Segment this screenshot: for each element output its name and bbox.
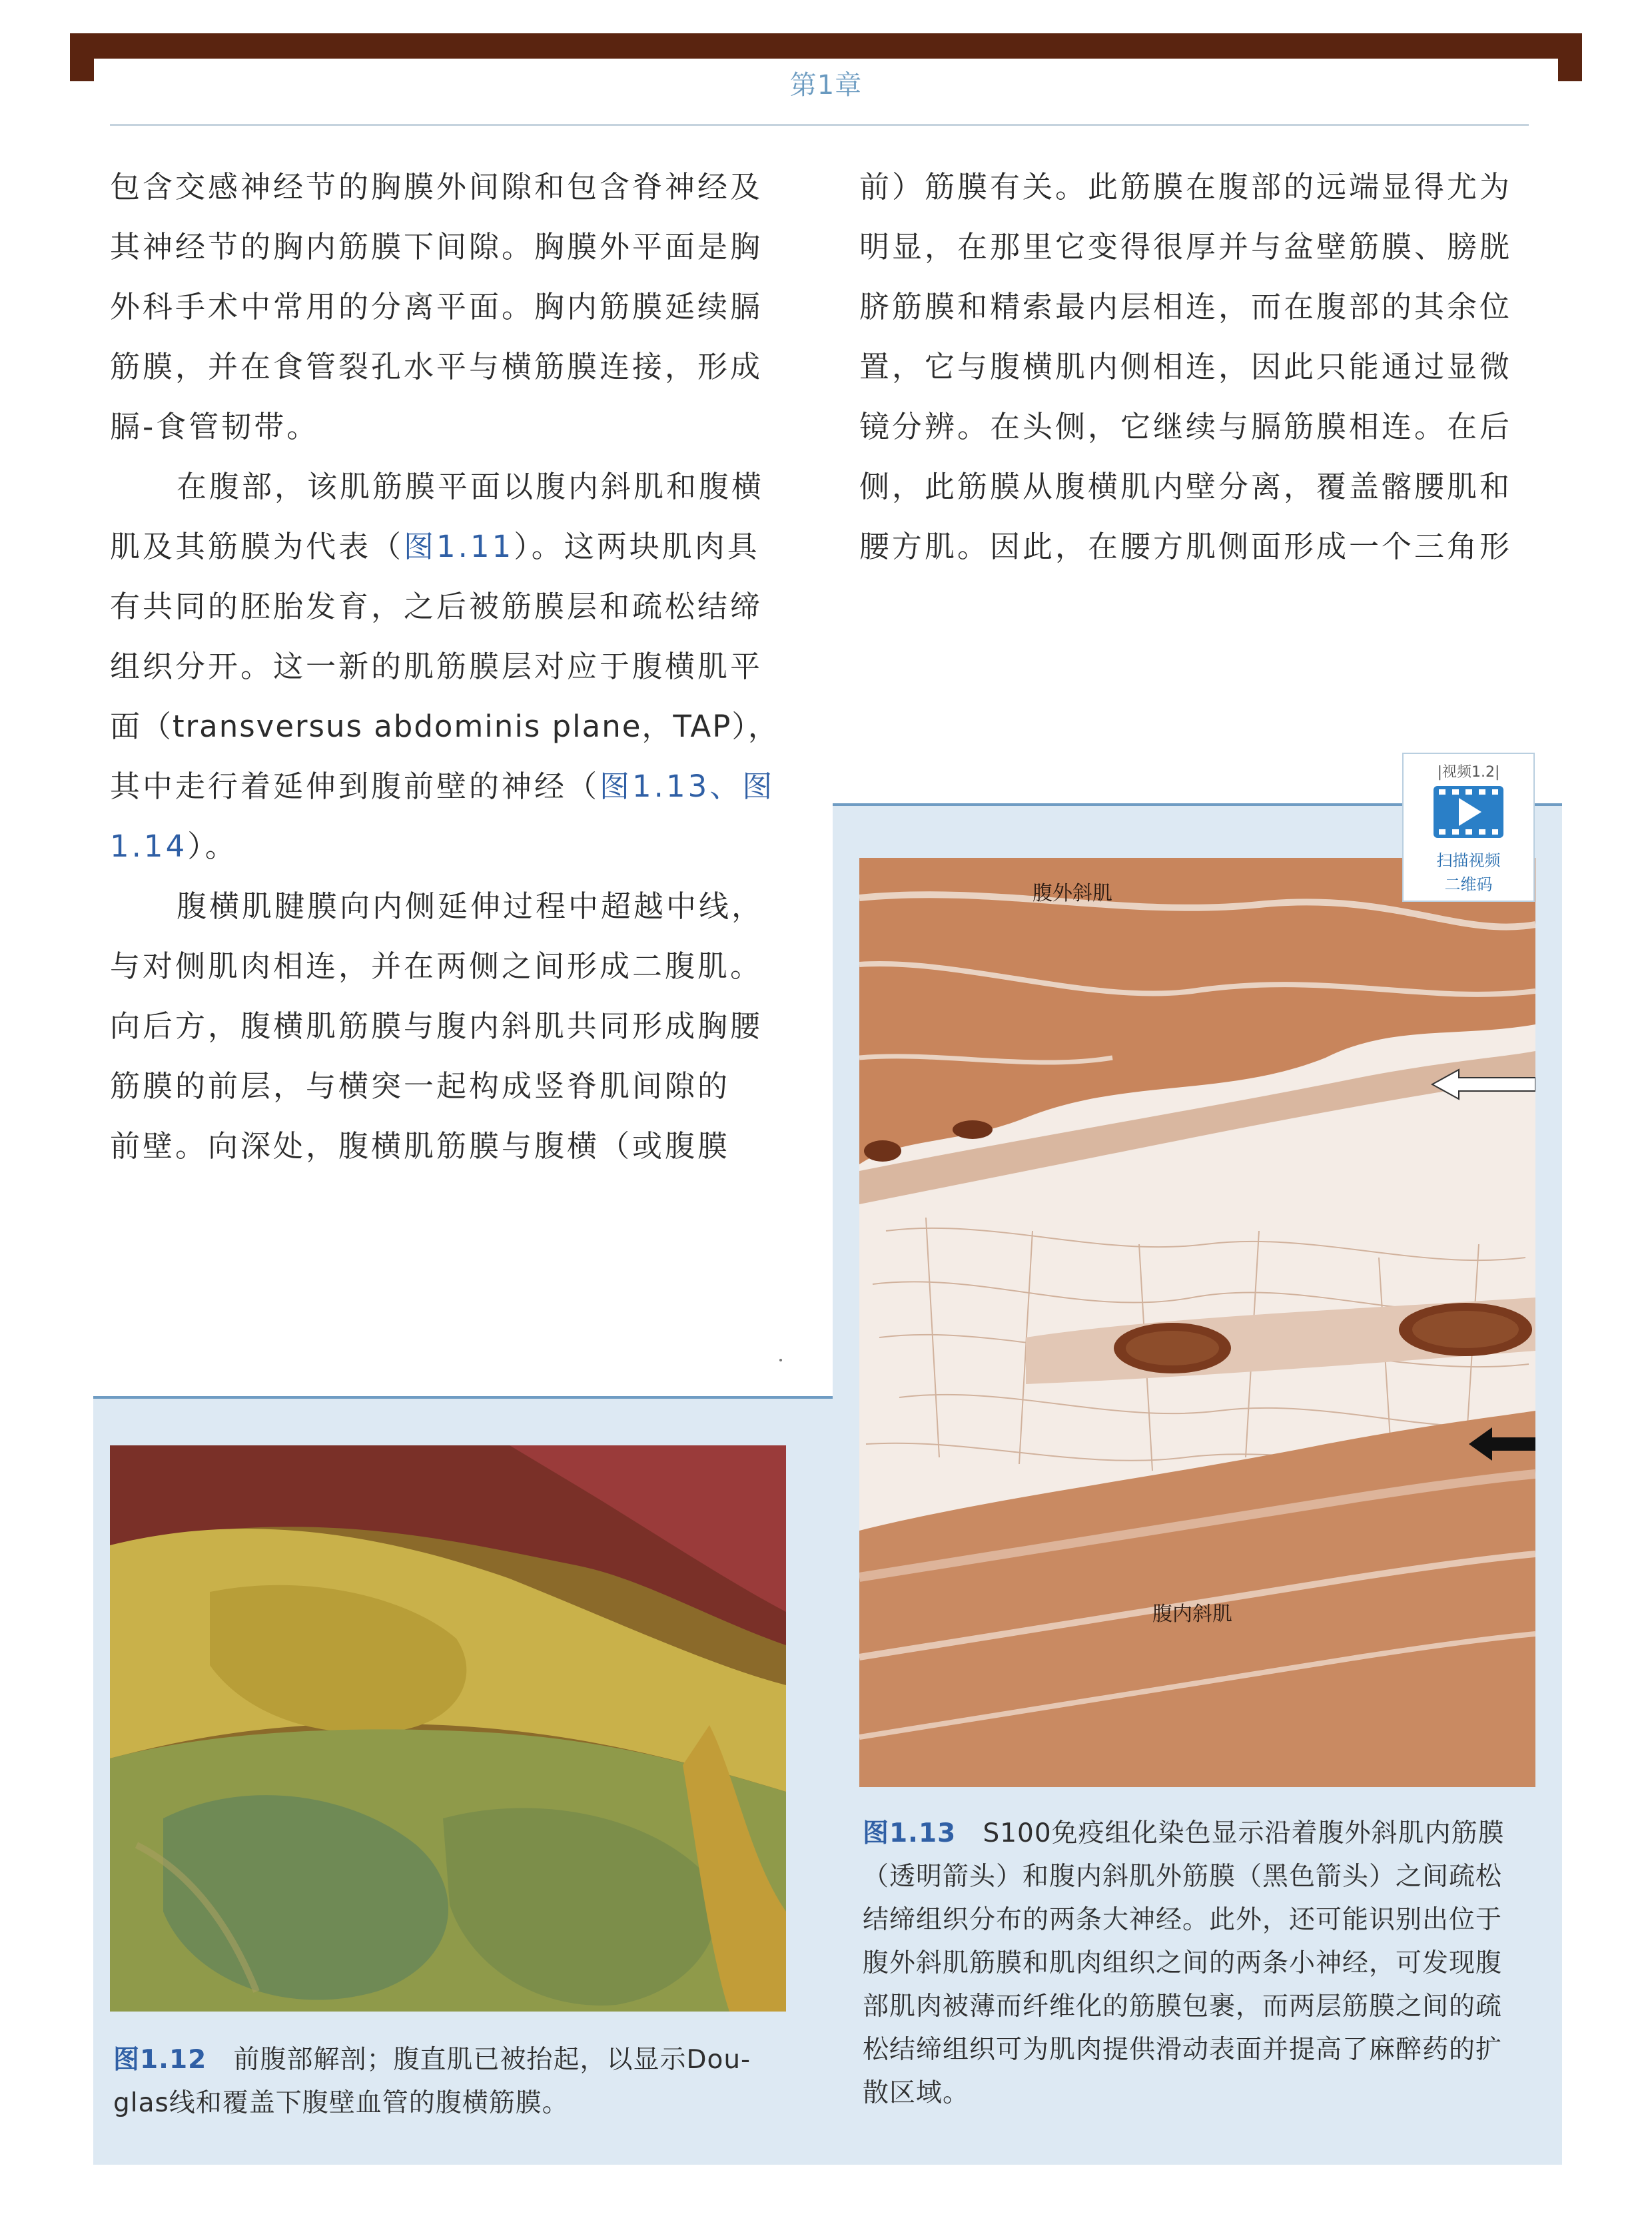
figure-1-12-caption <box>113 2038 793 2125</box>
figure-1-13-image <box>859 858 1535 1787</box>
figure-number: 图1.13 <box>863 1818 957 1848</box>
header-divider <box>110 124 1529 126</box>
stray-dot <box>779 1359 782 1361</box>
text-segment: ）。这两块肌肉具 <box>514 529 760 564</box>
text-line: 筋膜的前层，与横突一起构成竖脊肌间隙的 <box>110 1068 731 1104</box>
right-text-column <box>859 157 1545 577</box>
text-segment: ）。 <box>187 829 238 864</box>
video-badge-title: |视频1.2| <box>1437 764 1500 781</box>
caption-line: 结缔组织分布的两条大神经。此外，还可能识别出位于 <box>863 1905 1503 1935</box>
paragraph-1 <box>110 157 796 457</box>
text-line <box>110 757 796 817</box>
video-qr-badge[interactable] <box>1402 753 1535 902</box>
caption-text: S100免疫组化染色显示沿着腹外斜肌内筋膜 <box>983 1818 1505 1848</box>
play-triangle-icon <box>1459 798 1481 826</box>
text-line: 膈-食管韧带。 <box>110 409 320 444</box>
chapter-heading: 第1章 <box>789 70 863 101</box>
film-perforation-top <box>1439 789 1498 795</box>
caption-line: glas线和覆盖下腹壁血管的腹横筋膜。 <box>113 2088 569 2118</box>
text-line: 腹横肌腱膜向内侧延伸过程中超越中线， <box>177 889 765 924</box>
text-line: 明显，在那里它变得很厚并与盆壁筋膜、膀胱 <box>859 229 1513 264</box>
text-line: 其神经节的胸内筋膜下间隙。胸膜外平面是胸 <box>110 229 763 264</box>
text-segment: 肌及其筋膜为代表（ <box>110 529 404 564</box>
figure-1-12-image <box>110 1445 786 2012</box>
video-badge-text <box>1404 849 1533 897</box>
label-internal-oblique: 腹内斜肌 <box>1152 1603 1232 1626</box>
text-line: 面（transversus abdominis plane，TAP）， <box>110 709 779 744</box>
text-line: 镜分辨。在头侧，它继续与膈筋膜相连。在后 <box>859 409 1513 444</box>
caption-line: 部肌肉被薄而纤维化的筋膜包裹，而两层筋膜之间的疏 <box>863 1992 1503 2022</box>
top-border-bar <box>70 33 1582 59</box>
paragraph-2 <box>110 457 796 877</box>
text-line: 有共同的胚胎发育，之后被筋膜层和疏松结缔 <box>110 589 763 624</box>
histology-micrograph <box>859 858 1535 1787</box>
label-external-oblique: 腹外斜肌 <box>1032 882 1112 905</box>
figure-ref-link[interactable]: 1.14 <box>110 829 188 864</box>
text-line: 向后方，腹横肌筋膜与腹内斜肌共同形成胸腰 <box>110 1008 763 1044</box>
caption-line: 散区域。 <box>863 2078 970 2108</box>
text-line: 与对侧肌肉相连，并在两侧之间形成二腹肌。 <box>110 948 763 984</box>
paragraph-3 <box>110 877 796 1176</box>
video-play-icon[interactable] <box>1434 786 1503 838</box>
text-line: 筋膜，并在食管裂孔水平与横筋膜连接，形成 <box>110 349 763 384</box>
text-line <box>110 817 796 877</box>
text-line: 包含交感神经节的胸膜外间隙和包含脊神经及 <box>110 169 763 204</box>
text-line <box>110 517 796 577</box>
video-badge-line-2: 二维码 <box>1444 875 1493 894</box>
caption-line: 腹外斜肌筋膜和肌肉组织之间的两条小神经，可发现腹 <box>863 1948 1503 1978</box>
figure-ref-link[interactable]: 图1.13、图 <box>600 769 775 804</box>
text-line: 组织分开。这一新的肌筋膜层对应于腹横肌平 <box>110 649 763 684</box>
anatomy-dissection-photo <box>110 1445 786 2012</box>
caption-line <box>863 1812 1535 1855</box>
figure-ref-link[interactable]: 图1.11 <box>404 529 514 564</box>
text-line: 腰方肌。因此，在腰方肌侧面形成一个三角形 <box>859 529 1513 564</box>
text-line: 脐筋膜和精索最内层相连，而在腹部的其余位 <box>859 289 1513 324</box>
caption-line <box>113 2038 793 2081</box>
text-line: 在腹部，该肌筋膜平面以腹内斜肌和腹横 <box>177 469 765 504</box>
figure-1-13-caption <box>863 1812 1535 2115</box>
video-badge-line-1: 扫描视频 <box>1436 851 1501 870</box>
text-line: 前壁。向深处，腹横肌筋膜与腹横（或腹膜 <box>110 1128 731 1164</box>
figure-number: 图1.12 <box>113 2045 207 2075</box>
text-line: 前）筋膜有关。此筋膜在腹部的远端显得尤为 <box>859 169 1513 204</box>
caption-text: 前腹部解剖；腹直肌已被抬起，以显示Dou- <box>233 2045 751 2075</box>
caption-line: （透明箭头）和腹内斜肌外筋膜（黑色箭头）之间疏松 <box>863 1862 1503 1892</box>
caption-line: 松结缔组织可为肌肉提供滑动表面并提高了麻醉药的扩 <box>863 2035 1503 2065</box>
text-line: 置，它与腹横肌内侧相连，因此只能通过显微 <box>859 349 1513 384</box>
text-line: 侧，此筋膜从腹横肌内壁分离，覆盖髂腰肌和 <box>859 469 1513 504</box>
text-line: 外科手术中常用的分离平面。胸内筋膜延续膈 <box>110 289 763 324</box>
film-perforation-bottom <box>1439 829 1498 835</box>
text-segment: 其中走行着延伸到腹前壁的神经（ <box>110 769 600 804</box>
left-text-column <box>110 157 796 1176</box>
